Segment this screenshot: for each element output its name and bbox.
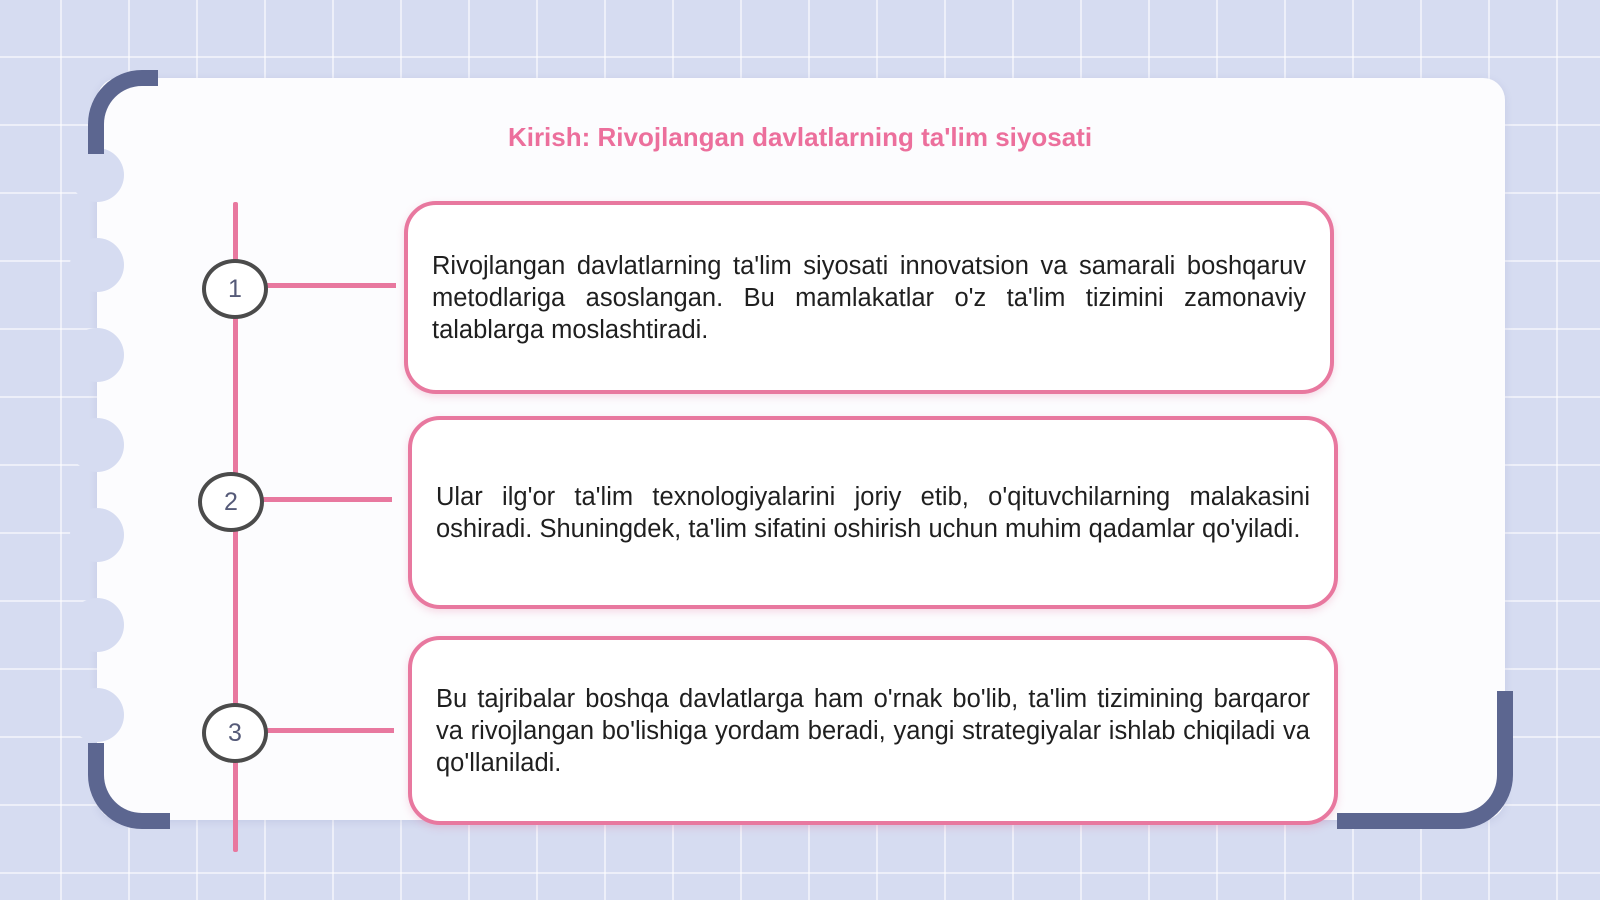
paper-notch xyxy=(70,688,124,742)
paper-notch xyxy=(70,238,124,292)
step-card-2 xyxy=(408,416,1338,609)
step-card-3 xyxy=(408,636,1338,825)
paper-notch xyxy=(70,598,124,652)
connector-line xyxy=(266,283,396,288)
step-number-3: 3 xyxy=(202,703,268,763)
step-number-2: 2 xyxy=(198,472,264,532)
corner-bracket-bottom-left xyxy=(88,743,170,829)
paper-notch xyxy=(70,148,124,202)
step-card-1 xyxy=(404,201,1334,394)
connector-line xyxy=(262,497,392,502)
step-text: Rivojlangan davlatlarning ta'lim siyosati innovatsion va samarali boshqaruv metodlariga asoslangan. Bu mamlakatlar o'z ta'lim tizimini zamonaviy talablarga moslashtiradi. xyxy=(432,251,1306,344)
paper-notch xyxy=(70,328,124,382)
slide-title: Kirish: Rivojlangan davlatlarning ta'lim siyosati xyxy=(507,122,1093,152)
step-number-1: 1 xyxy=(202,259,268,319)
step-text: Ular ilg'or ta'lim texnologiyalarini joriy etib, o'qituvchilarning malakasini oshiradi. Shuningdek, ta'lim sifatini oshirish uchun muhim qadamlar qo'yiladi. xyxy=(436,482,1310,543)
paper-notch xyxy=(70,418,124,472)
step-text: Bu tajribalar boshqa davlatlarga ham o'rnak bo'lib, ta'lim tizimining barqaror va rivojlangan bo'lishiga yordam beradi, yangi strategiyalar ishlab chiqiladi va qo'llaniladi. xyxy=(436,684,1310,777)
connector-line xyxy=(266,728,394,733)
paper-notch xyxy=(70,508,124,562)
corner-bracket-bottom-right xyxy=(1337,691,1513,829)
